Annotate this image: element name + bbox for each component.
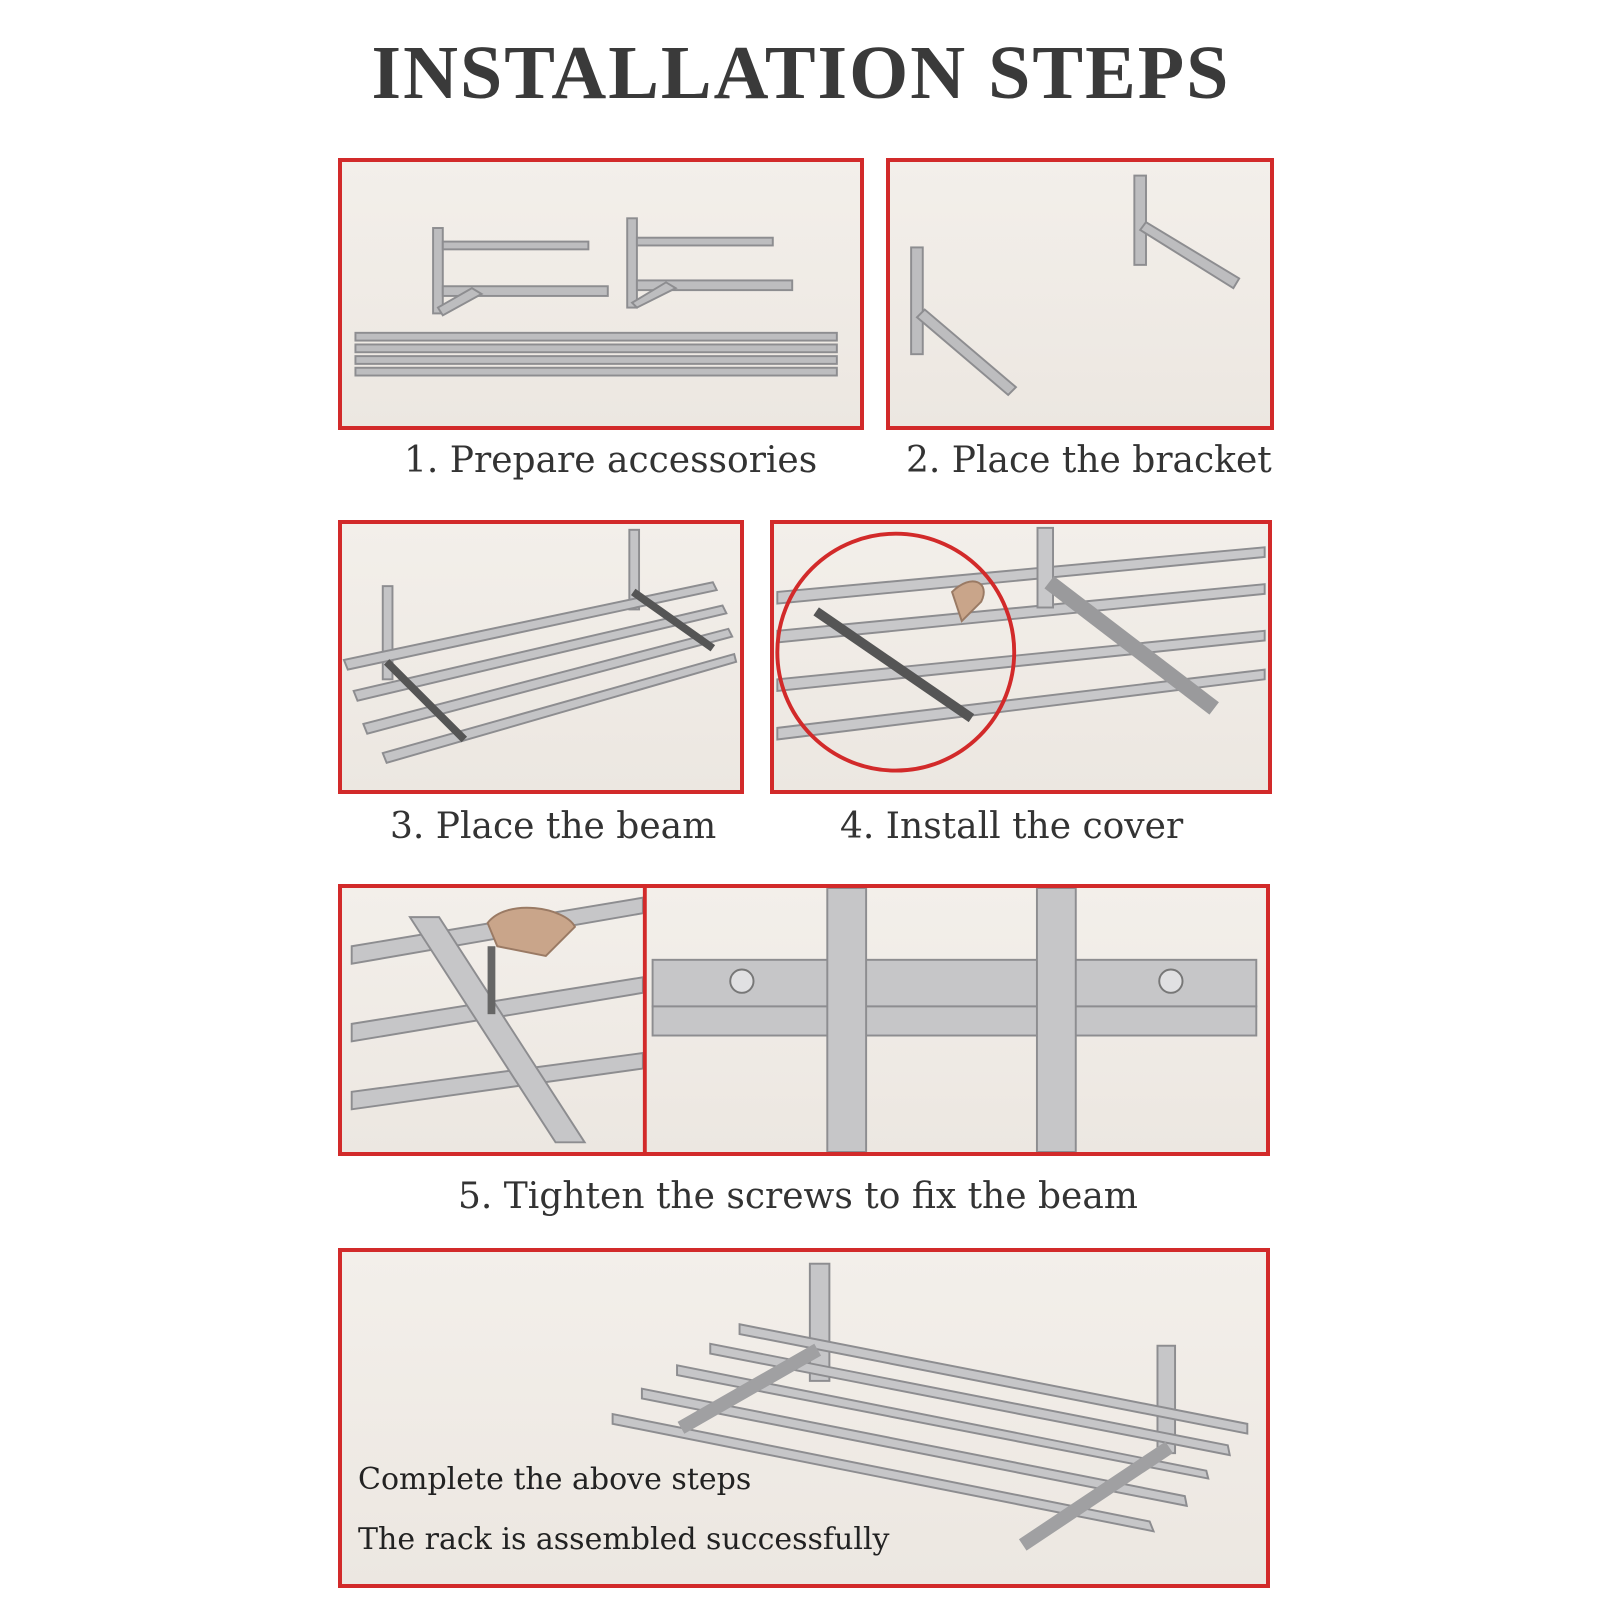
step-3-photo: [338, 520, 744, 794]
step-2-caption: 2. Place the bracket: [906, 440, 1272, 481]
final-message-line-1: Complete the above steps: [358, 1462, 752, 1497]
step-4-caption: 4. Install the cover: [840, 806, 1184, 847]
step-5-caption: 5. Tighten the screws to fix the beam: [458, 1176, 1138, 1217]
step-4-photo: [770, 520, 1272, 794]
final-photo: [338, 1248, 1270, 1588]
step-2-photo: [886, 158, 1274, 430]
step-5-photo: [338, 884, 1270, 1156]
final-message-line-2: The rack is assembled successfully: [358, 1522, 890, 1557]
step-1-photo: [338, 158, 864, 430]
step-1-caption: 1. Prepare accessories: [404, 440, 818, 481]
page-title: INSTALLATION STEPS: [371, 31, 1231, 115]
step-3-caption: 3. Place the beam: [390, 806, 717, 847]
